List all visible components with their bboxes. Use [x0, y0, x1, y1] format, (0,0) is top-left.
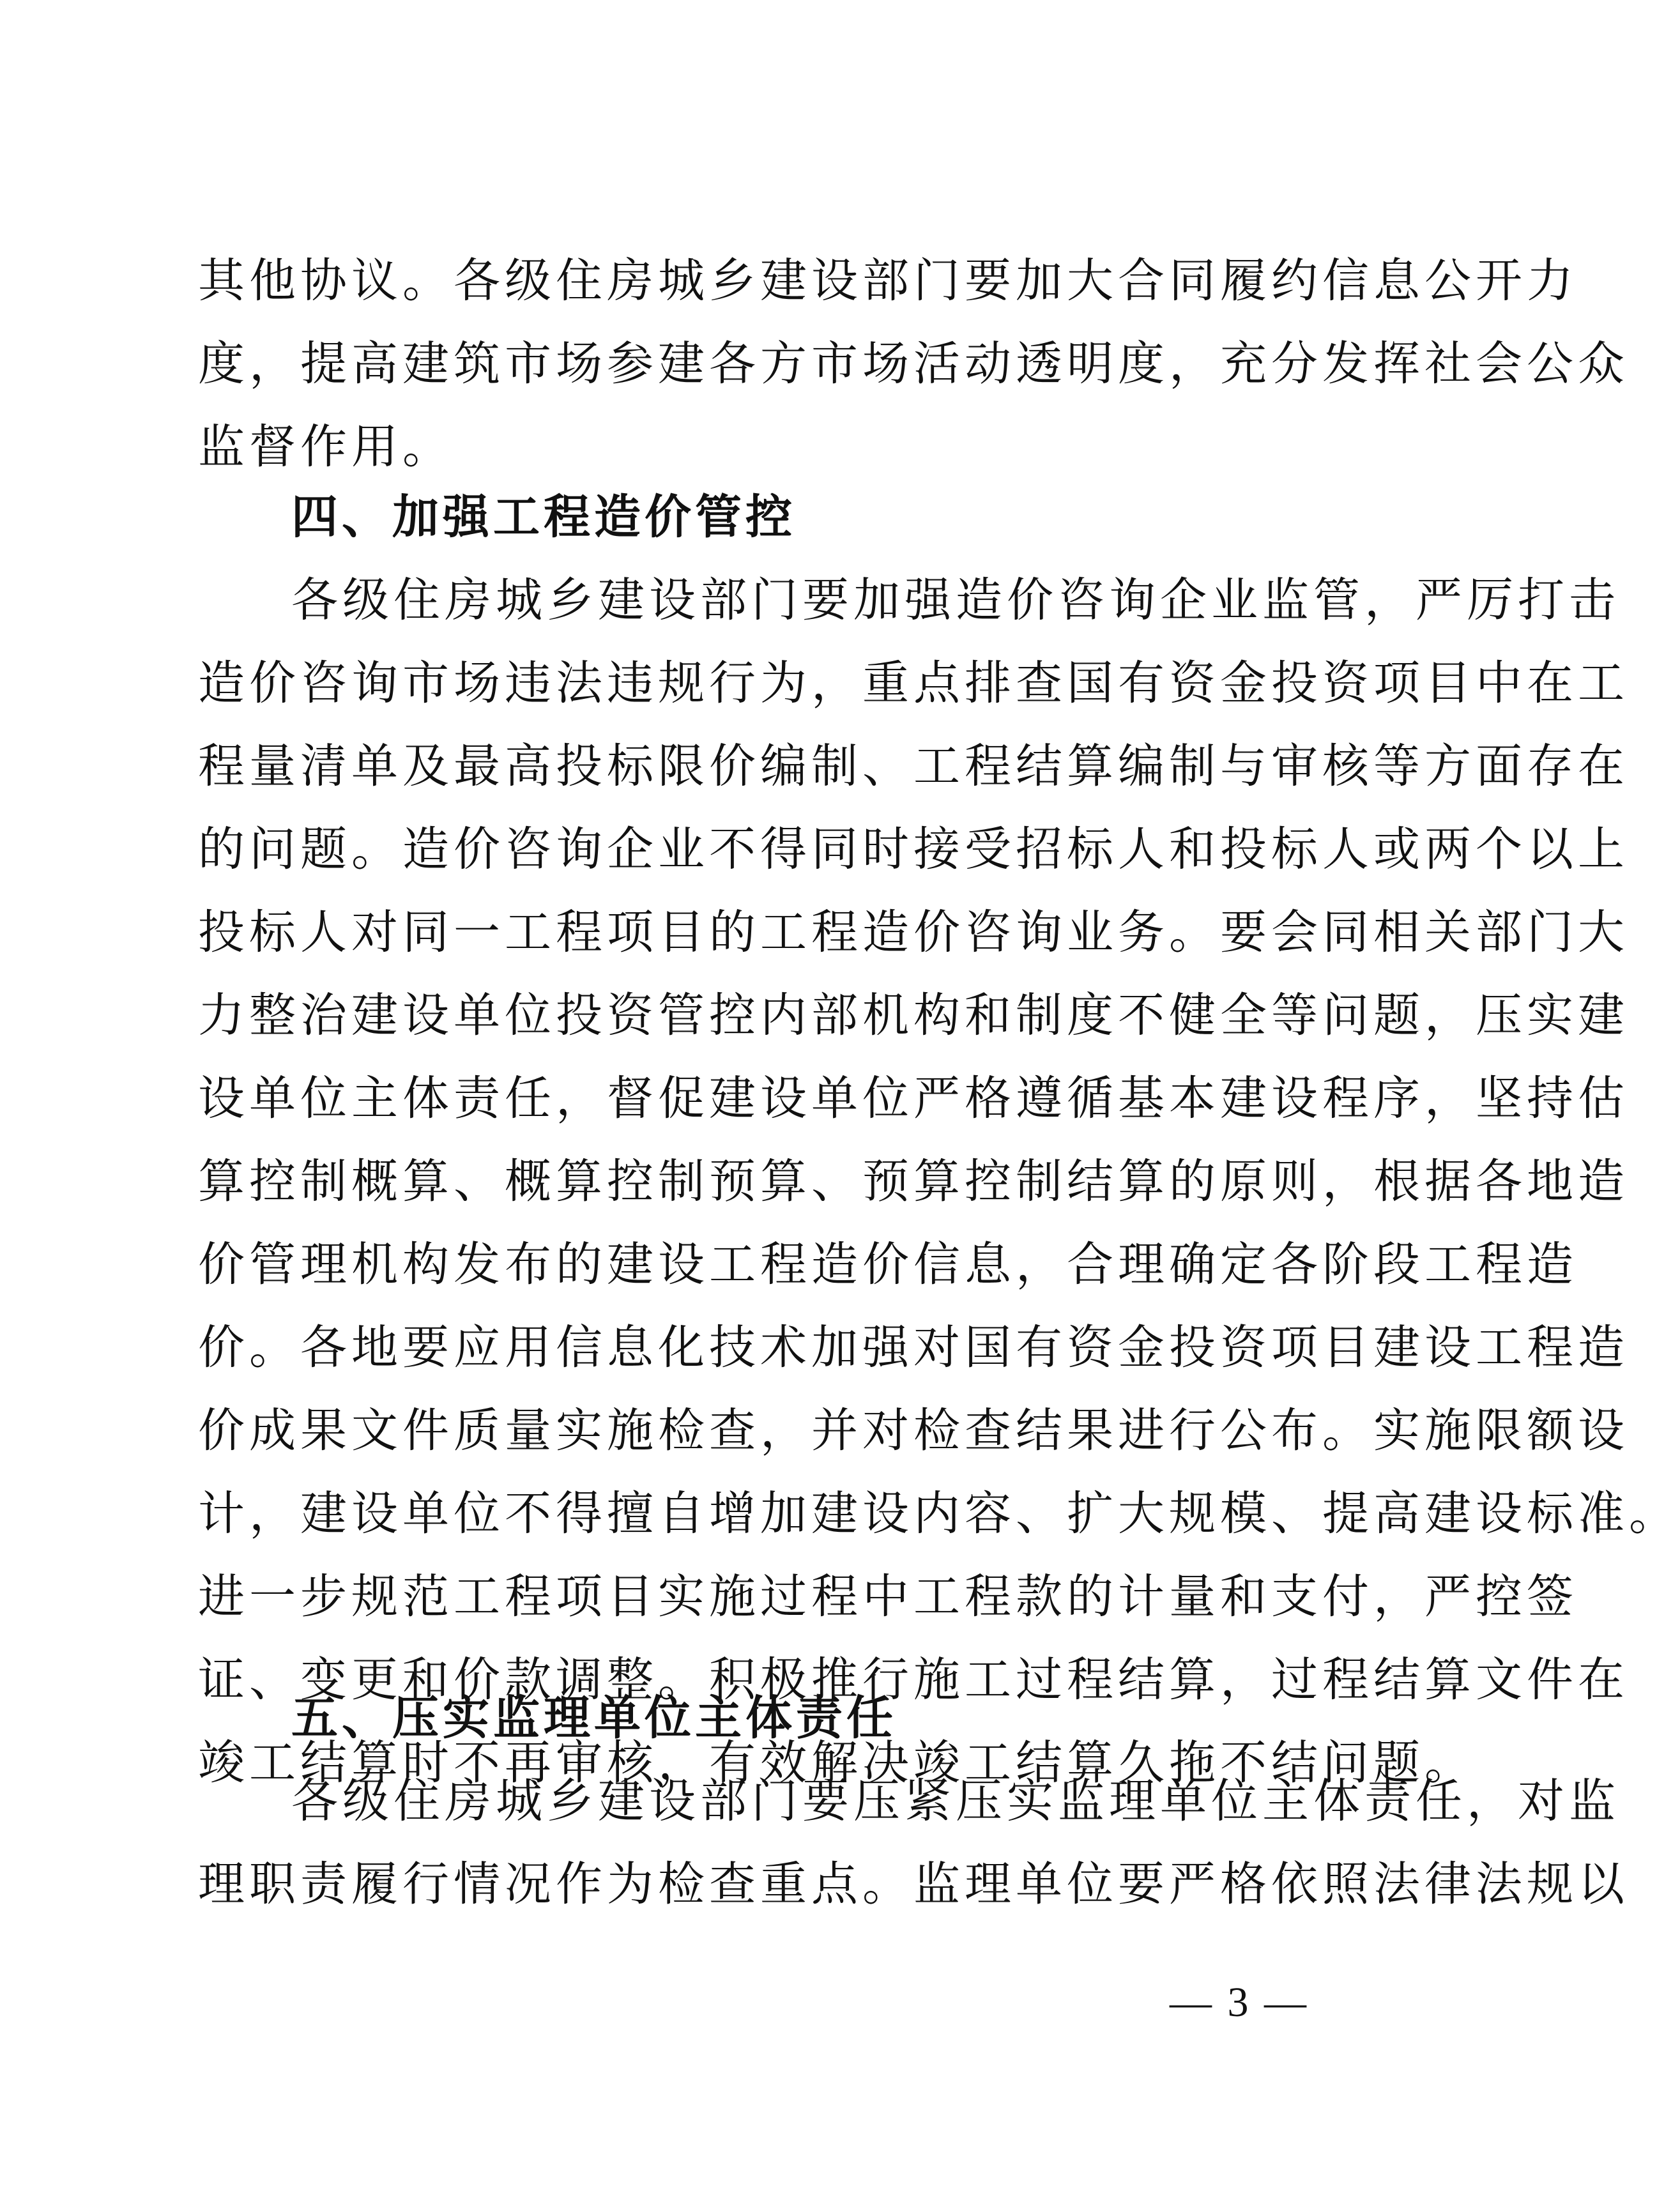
text-line: 进一步规范工程项目实施过程中工程款的计量和支付，严控签 — [198, 1570, 1578, 1624]
text-line: 计，建设单位不得擅自增加建设内容、扩大规模、提高建设标准。 — [198, 1487, 1680, 1541]
text-line: 投标人对同一工程项目的工程造价咨询业务。要会同相关部门大 — [198, 905, 1629, 959]
text-line: 的问题。造价咨询企业不得同时接受招标人和投标人或两个以上 — [198, 822, 1629, 876]
page-number: — 3 — — [1170, 1979, 1309, 2026]
text-line: 价管理机构发布的建设工程造价信息，合理确定各阶段工程造 — [198, 1237, 1578, 1292]
text-line: 设单位主体责任，督促建设单位严格遵循基本建设程序，坚持估 — [198, 1071, 1629, 1126]
text-line: 各级住房城乡建设部门要加强造价咨询企业监管，严厉打击 — [291, 573, 1620, 627]
text-line: 算控制概算、概算控制预算、预算控制结算的原则，根据各地造 — [198, 1154, 1629, 1209]
text-line: 价。各地要应用信息化技术加强对国有资金投资项目建设工程造 — [198, 1320, 1629, 1375]
text-line: 程量清单及最高投标限价编制、工程结算编制与审核等方面存在 — [198, 739, 1629, 793]
text-line: 各级住房城乡建设部门要压紧压实监理单位主体责任，对监 — [291, 1774, 1620, 1828]
text-line: 理职责履行情况作为检查重点。监理单位要严格依照法律法规以 — [198, 1857, 1629, 1911]
text-line: 价成果文件质量实施检查，并对检查结果进行公布。实施限额设 — [198, 1403, 1629, 1458]
text-line: 证、变更和价款调整。积极推行施工过程结算，过程结算文件在 — [198, 1653, 1629, 1707]
text-line: 度，提高建筑市场参建各方市场活动透明度，充分发挥社会公众 — [198, 337, 1629, 391]
text-line: 力整治建设单位投资管控内部机构和制度不健全等问题，压实建 — [198, 988, 1629, 1043]
text-line: 其他协议。各级住房城乡建设部门要加大合同履约信息公开力 — [198, 254, 1578, 308]
text-line: 监督作用。 — [198, 420, 454, 474]
text-line: 造价咨询市场违法违规行为，重点排查国有资金投资项目中在工 — [198, 656, 1629, 710]
section-heading-5: 五、压实监理单位主体责任 — [291, 1691, 897, 1745]
paragraph-contract-disclosure — [198, 240, 1629, 489]
text-line: 竣工结算时不再审核，有效解决竣工结算久拖不结问题。 — [198, 1736, 1476, 1790]
section-heading-4: 四、加强工程造价管控 — [291, 490, 796, 544]
